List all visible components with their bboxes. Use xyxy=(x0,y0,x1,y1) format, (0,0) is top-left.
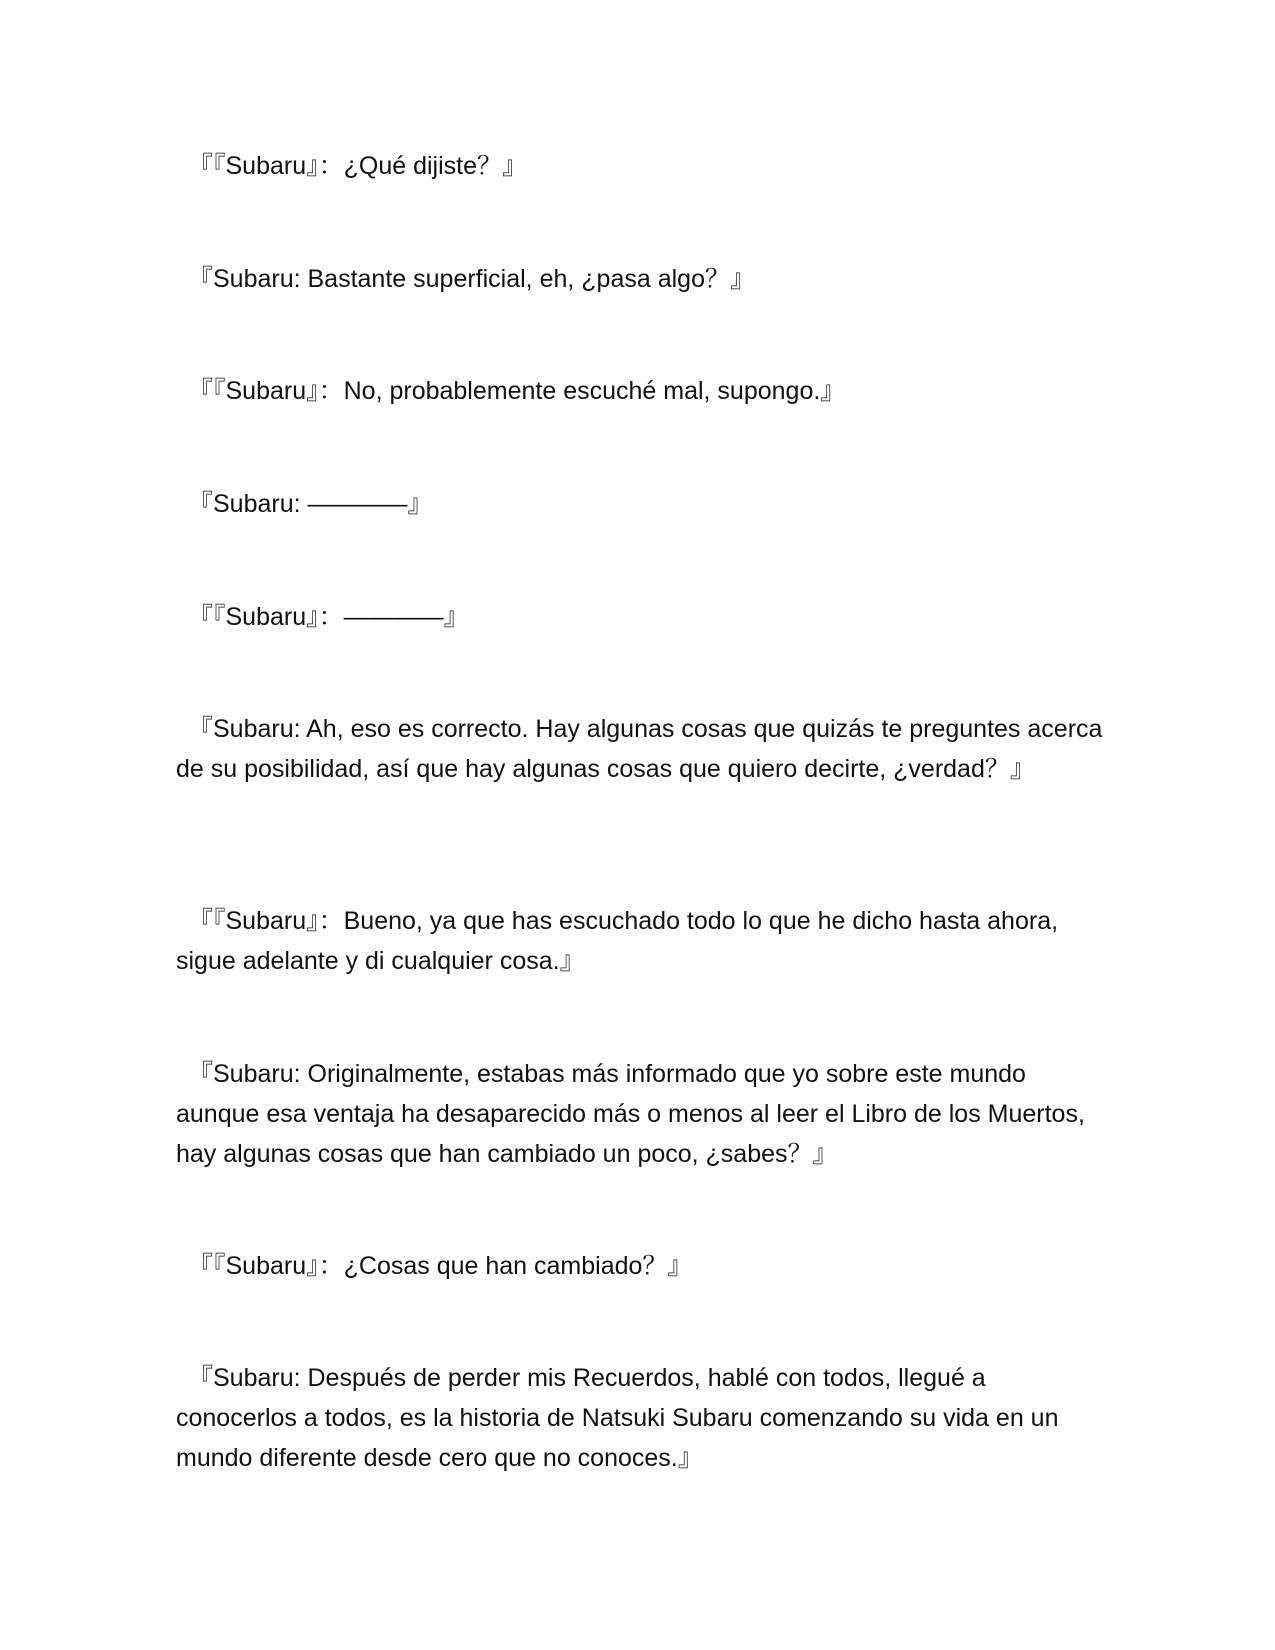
dialogue-paragraph: 『Subaru: ————』 xyxy=(188,490,433,518)
dialogue-paragraph: 『『Subaru』：¿Qué dijiste？』 xyxy=(188,152,528,180)
dialogue-paragraph: 『『Subaru』：————』 xyxy=(188,603,469,631)
dialogue-paragraph: 『『Subaru』：No, probablemente escuché mal, supongo.』 xyxy=(188,377,846,405)
dialogue-paragraph: 『Subaru: Bastante superficial, eh, ¿pasa algo？』 xyxy=(188,265,755,293)
dialogue-paragraph: 『『Subaru』：Bueno, ya que has escuchado todo lo que he dicho hasta ahora, sigue adelante y di cualquier cosa.』 xyxy=(176,907,1065,975)
dialogue-paragraph: 『Subaru: Ah, eso es correcto. Hay algunas cosas que quizás te preguntes acerca de su posibilidad, así que hay algunas cosas que quiero decirte, ¿verdad？』 xyxy=(176,715,1110,783)
dialogue-paragraph: 『Subaru: Después de perder mis Recuerdos, hablé con todos, llegué a conocerlos a todos, es la historia de Natsuki Subaru comenzando su vida en un mundo diferente desde cero que no conoces.』 xyxy=(176,1364,1066,1472)
dialogue-paragraph: 『『Subaru』：¿Cosas que han cambiado？』 xyxy=(188,1252,693,1280)
dialogue-paragraph: 『Subaru: Originalmente, estabas más informado que yo sobre este mundo aunque esa ventaja ha desaparecido más o menos al leer el Libro de los Muertos, hay algunas cosas que han cambiado un poco, ¿sabes？』 xyxy=(176,1060,1092,1168)
